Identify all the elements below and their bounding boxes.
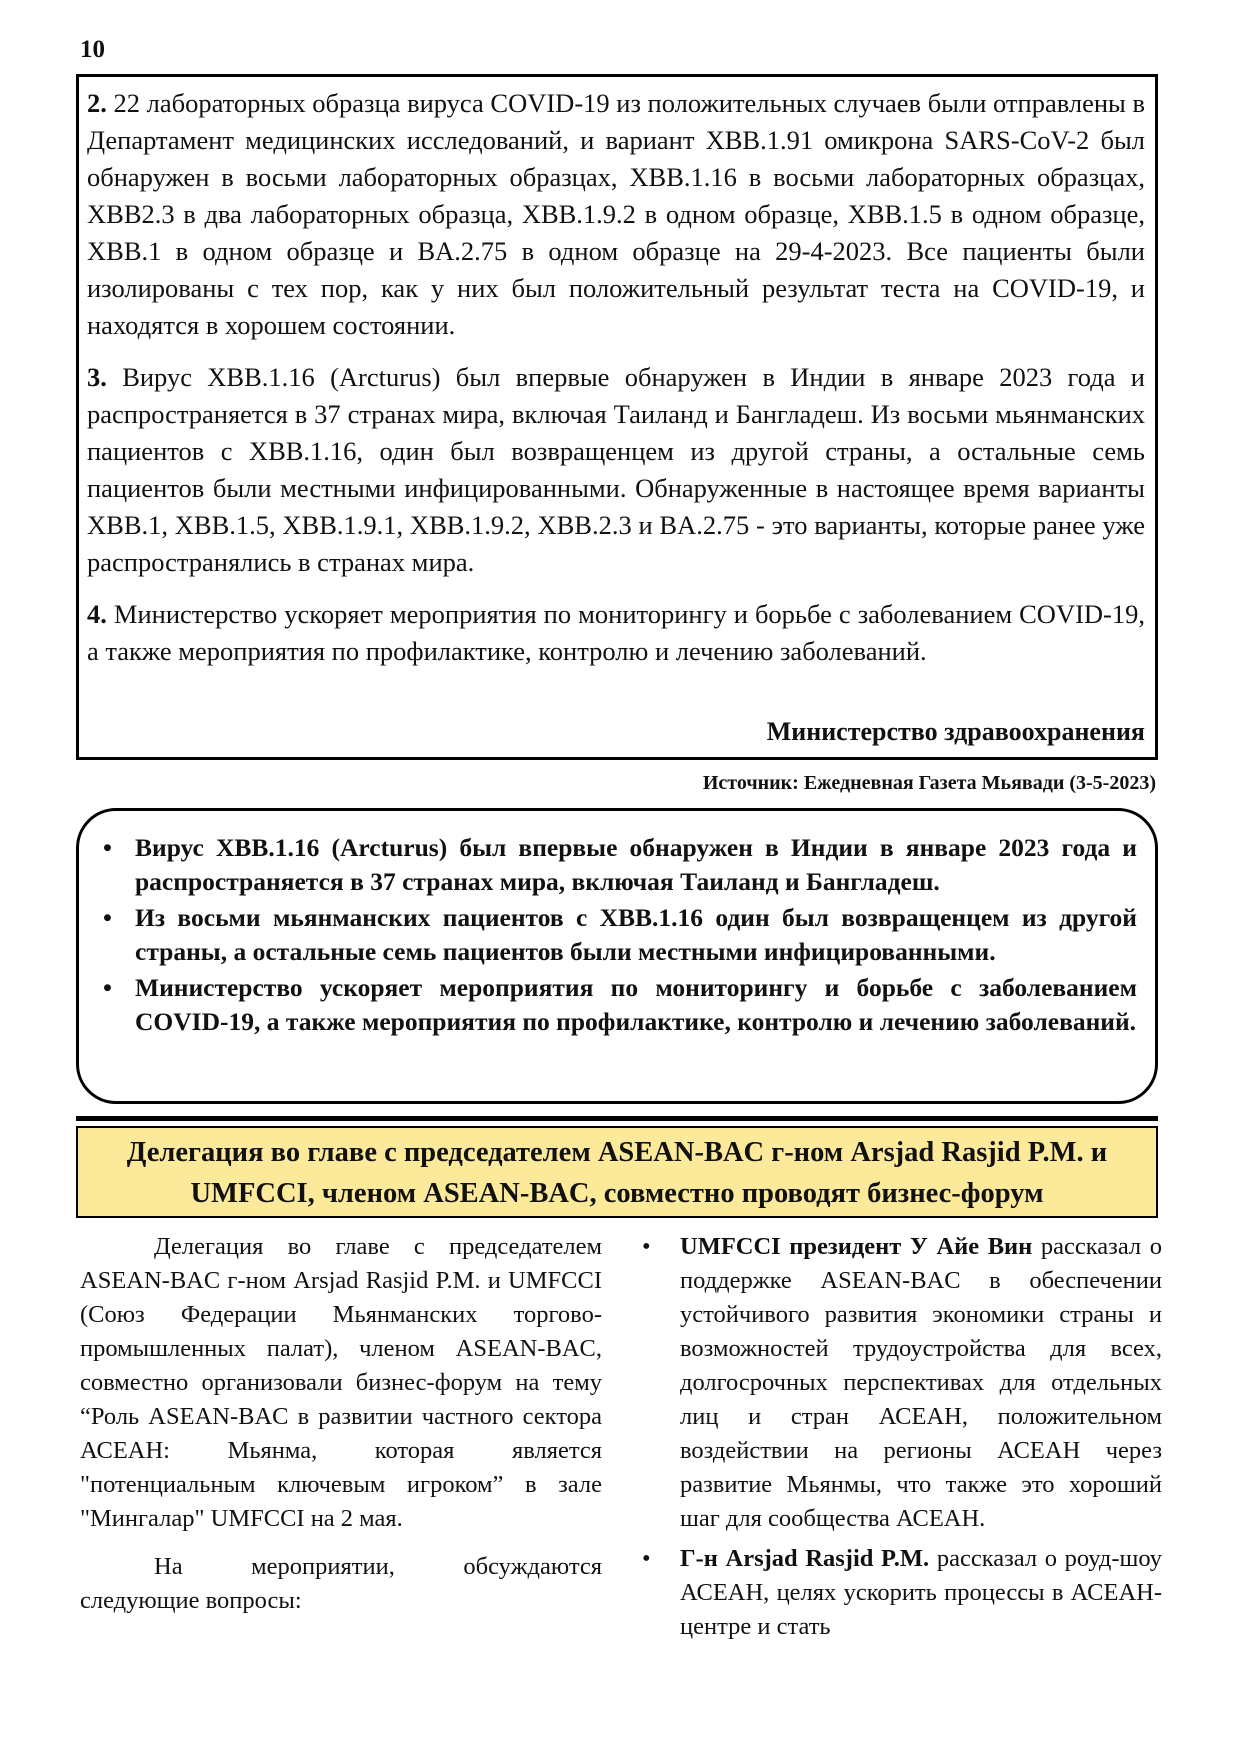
highlight-text: Вирус XBB.1.16 (Arcturus) был впервые обнаружен в Индии в январе 2023 года и распространяется в 37 странах мира, включая Таиланд и Бангладеш.: [135, 833, 1137, 896]
highlight-text: Министерство ускоряет мероприятия по мониторингу и борьбе с заболеванием COVID-19, а также мероприятия по профилактике, контролю и лечению заболеваний.: [135, 973, 1137, 1036]
statement-paragraph-4: [87, 596, 1145, 670]
bullet-icon: •: [103, 973, 112, 1002]
highlight-text: Из восьми мьянманских пациентов с XBB.1.16 один был возвращенцем из другой страны, а остальные семь пациентов были местными инфицированными.: [135, 903, 1137, 966]
article-bullet-list: [640, 1230, 1162, 1644]
ministry-signature: Министерство здравоохранения: [766, 717, 1145, 746]
paragraph-number: 4.: [87, 599, 107, 629]
bullet-icon: •: [642, 1545, 651, 1572]
headline-line-2: UMFCCI, членом ASEAN-BAC, совместно проводят бизнес-форум: [190, 1178, 1044, 1209]
paragraph-number: 3.: [87, 362, 107, 392]
source-credit: Источник: Ежедневная Газета Мьявади (3-5-2023): [702, 772, 1156, 794]
bullet-lead: UMFCCI президент У Айе Вин: [680, 1233, 1033, 1260]
highlight-item: [93, 971, 1137, 1039]
bullet-text: рассказал о роуд-шоу АСЕАН, целях ускорить процессы в АСЕАН-центре и стать: [680, 1545, 1162, 1640]
highlight-item: [93, 901, 1137, 969]
article-right-column: [640, 1230, 1162, 1650]
article-paragraph: Делегация во главе с председателем ASEAN-BAC г-ном Arsjad Rasjid P.M. и UMFCCI (Союз Федерации Мьянманских торгово-промышленных палат), членом ASEAN-BAC, совместно организовали бизнес-форум на тему “Роль ASEAN-BAC в развитии частного сектора АСЕАН: Мьянма, которая является "потенциальным ключевым игроком” в зале "Мингалар" UMFCCI на 2 мая.: [80, 1233, 602, 1532]
bullet-icon: •: [103, 833, 112, 862]
highlights-list: [93, 831, 1137, 1039]
highlights-box: [76, 808, 1158, 1104]
page-number: 10: [80, 36, 105, 63]
paragraph-text: Министерство ускоряет мероприятия по мониторингу и борьбе с заболеванием COVID-19, а также мероприятия по профилактике, контролю и лечению заболеваний.: [87, 599, 1145, 666]
statement-paragraph-2: [87, 85, 1145, 344]
bullet-icon: •: [642, 1233, 651, 1260]
article-headline: [76, 1126, 1158, 1218]
paragraph-text: Вирус XBB.1.16 (Arcturus) был впервые обнаружен в Индии в январе 2023 года и распространяется в 37 странах мира, включая Таиланд и Бангладеш. Из восьми мьянманских пациентов с XBB.1.16, один был возвращенцем из другой страны, а остальные семь пациентов были местными инфицированными. Обнаруженные в настоящее время варианты XBB.1, XBB.1.5, XBB.1.9.1, XBB.1.9.2, XBB.2.3 и BA.2.75 - это варианты, которые ранее уже распространялись в странах мира.: [87, 362, 1145, 577]
bullet-lead: Г-н Arsjad Rasjid P.M.: [680, 1545, 930, 1572]
bullet-icon: •: [103, 903, 112, 932]
paragraph-text: 22 лабораторных образца вируса COVID-19 из положительных случаев были отправлены в Департамент медицинских исследований, и вариант XBB.1.91 омикрона SARS-CoV-2 был обнаружен в восьми лабораторных образцах, XBB.1.16 в восьми лабораторных образцах, XBB2.3 в два лабораторных образца, XBB.1.9.2 в одном образце, XBB.1.5 в одном образце, XBB.1 в одном образце и BA.2.75 в одном образце на 29-4-2023. Все пациенты были изолированы с тех пор, как у них был положительный результат теста на COVID-19, и находятся в хорошем состоянии.: [87, 88, 1145, 340]
headline-line-1: Делегация во главе с председателем ASEAN-BAC г-ном Arsjad Rasjid P.M. и: [126, 1137, 1108, 1168]
ministry-statement-box: [76, 74, 1158, 760]
article-paragraph: На мероприятии, обсуждаются следующие вопросы:: [80, 1553, 602, 1614]
article-bullet-item: [640, 1542, 1162, 1644]
statement-paragraph-3: [87, 359, 1145, 581]
paragraph-number: 2.: [87, 88, 107, 118]
article-left-column: [80, 1230, 602, 1632]
bullet-text: рассказал о поддержке ASEAN-BAC в обеспечении устойчивого развития экономики страны и возможностей трудоустройства для всех, долгосрочных перспективах для отдельных лиц и стран АСЕАН, положительном воздействии на регионы АСЕАН через развитие Мьянмы, что также это хороший шаг для сообщества АСЕАН.: [680, 1233, 1162, 1532]
highlight-item: [93, 831, 1137, 899]
article-bullet-item: [640, 1230, 1162, 1536]
section-divider: [76, 1116, 1158, 1121]
